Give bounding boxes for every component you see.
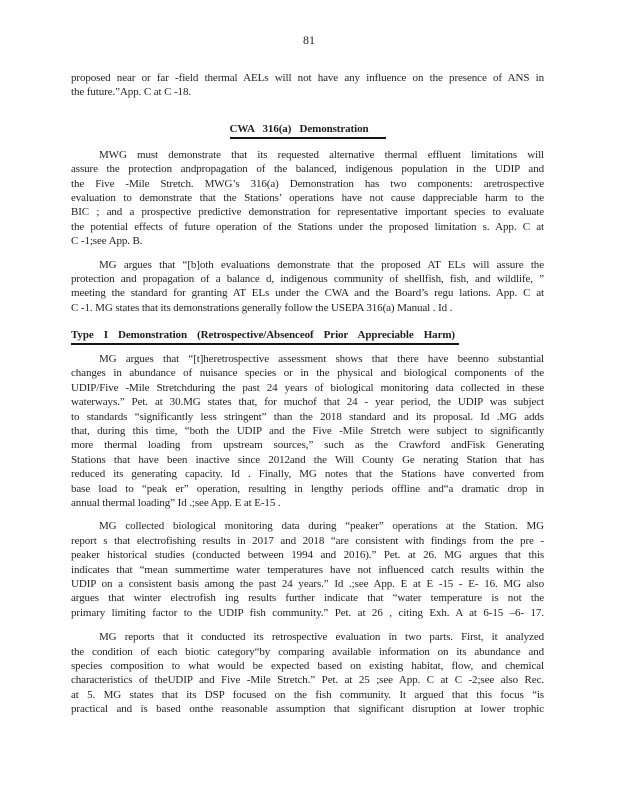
text-line: report s that electrofishing results in 2017 and 2018 “are consistent with findings from the pre -: [71, 534, 544, 547]
paragraph: [71, 519, 544, 620]
paragraph: [71, 630, 544, 716]
text-line: MWG must demonstrate that its requested alternative thermal effluent limitations will: [99, 148, 544, 161]
text-line: the potential effects of future operation of the Stations under the proposed limitation s. App. C at: [71, 220, 544, 233]
section-heading: Type I Demonstration (Retrospective/Absenceof Prior Appreciable Harm): [71, 328, 459, 345]
text-line: BIC ; and a prospective predictive demonstration for representative important species to evaluate: [71, 206, 544, 219]
paragraph: [71, 148, 544, 249]
paragraph: [71, 258, 544, 316]
text-line: at 5. MG states that its DSP focused on the fish community. It argued that this focus “is: [71, 688, 544, 701]
text-line: C -1. MG states that its demonstrations generally follow the USEPA 316(a) Manual . Id .: [71, 301, 453, 314]
text-line: protection and propagation of a balance d, indigenous community of shellfish, fish, and wildlife, ”: [71, 272, 544, 285]
text-line: primary limiting factor to the UDIP fish community.” Pet. at 26 , citing Exh. A at 6-15 –6- 17.: [71, 606, 544, 619]
text-line: peaker historical studies (conducted between 1994 and 2016).” Pet. at 26. MG argues that this: [71, 549, 544, 562]
text-line: base load to “peak er” operation, resulting in lengthy periods offline and“a dramatic drop in: [71, 482, 544, 495]
text-line: reduced its generating capacity. Id . Finally, MG notes that the Stations have converted from: [71, 468, 544, 481]
text-line: waterways.” Pet. at 30.MG states that, for muchof that 24 - year period, the UDIP was subject: [71, 396, 544, 409]
text-line: practical and is based onthe reasonable assumption that significant disruption at lower trophic: [71, 703, 544, 716]
text-line: annual thermal loading” Id .;see App. E at E-15 .: [71, 496, 281, 509]
text-line: UDIP/Five -Mile Stretchduring the past 24 years of biological monitoring data collected in these: [71, 381, 544, 394]
text-line: to standards “significantly less stringent” than the 2018 standard and its proposal. Id .MG adds: [71, 410, 544, 423]
text-line: assure the protection andpropagation of the balanced, indigenous population in the UDIP and: [71, 163, 544, 176]
text-line: the future.”App. C at C -18.: [71, 86, 192, 99]
text-line: the Five -Mile Stretch. MWG’s 316(a) Demonstration has two components: aretrospective: [71, 177, 544, 190]
text-line: characteristics of theUDIP and Five -Mile Stretch.” Pet. at 25 ;see App. C at C -2;see also Rec.: [71, 674, 544, 687]
document-body: [71, 71, 544, 716]
paragraph: [71, 71, 544, 100]
text-line: meeting the standard for granting AT ELs under the CWA and the Board’s regu lations. App. C at: [71, 287, 544, 300]
text-line: C -1;see App. B.: [71, 235, 143, 248]
text-line: changes in abundance of nuisance species or in the physical and biological components of the: [71, 367, 544, 380]
text-line: Stations that have been inactive since 2012and the Will County Ge nerating Station that has: [71, 453, 544, 466]
text-line: MG collected biological monitoring data during “peaker” operations at the Station. MG: [99, 520, 544, 533]
text-line: MG argues that “[b]oth evaluations demonstrate that the proposed AT ELs will assure the: [99, 258, 544, 271]
paragraph: [71, 352, 544, 510]
text-line: evaluation to demonstrate that the Stations’ operations have not cause dappreciable harm to the: [71, 191, 544, 204]
text-line: indicates that “mean summertime water temperatures have not influenced catch results within the: [71, 563, 544, 576]
text-line: the condition of each biotic category“by comparing available information on its abundance and: [71, 645, 544, 658]
text-line: UDIP on a consistent basis among the past 24 years.” Id .;see App. E at E -15 - E- 16. MG also: [71, 577, 544, 590]
text-line: more thermal loading from upstream sources,” such as the Crawford andFisk Generating: [71, 439, 544, 452]
text-line: that, during this time, “both the UDIP and the Five -Mile Stretch were subject to significantly: [71, 425, 544, 438]
text-line: argues that winter electrofish ing results further indicate that “water temperature is not the: [71, 592, 544, 605]
text-line: species composition to what would be expected based on existing habitat, flow, and chemical: [71, 659, 544, 672]
page-number: 81: [303, 33, 315, 47]
text-line: proposed near or far -field thermal AELs will not have any influence on the presence of ANS in: [71, 72, 544, 84]
text-line: MG argues that “[t]heretrospective assessment shows that there have beenno substantial: [99, 353, 544, 366]
text-line: MG reports that it conducted its retrospective evaluation in two parts. First, it analyzed: [99, 631, 544, 644]
section-heading: CWA 316(a) Demonstration: [230, 122, 386, 139]
